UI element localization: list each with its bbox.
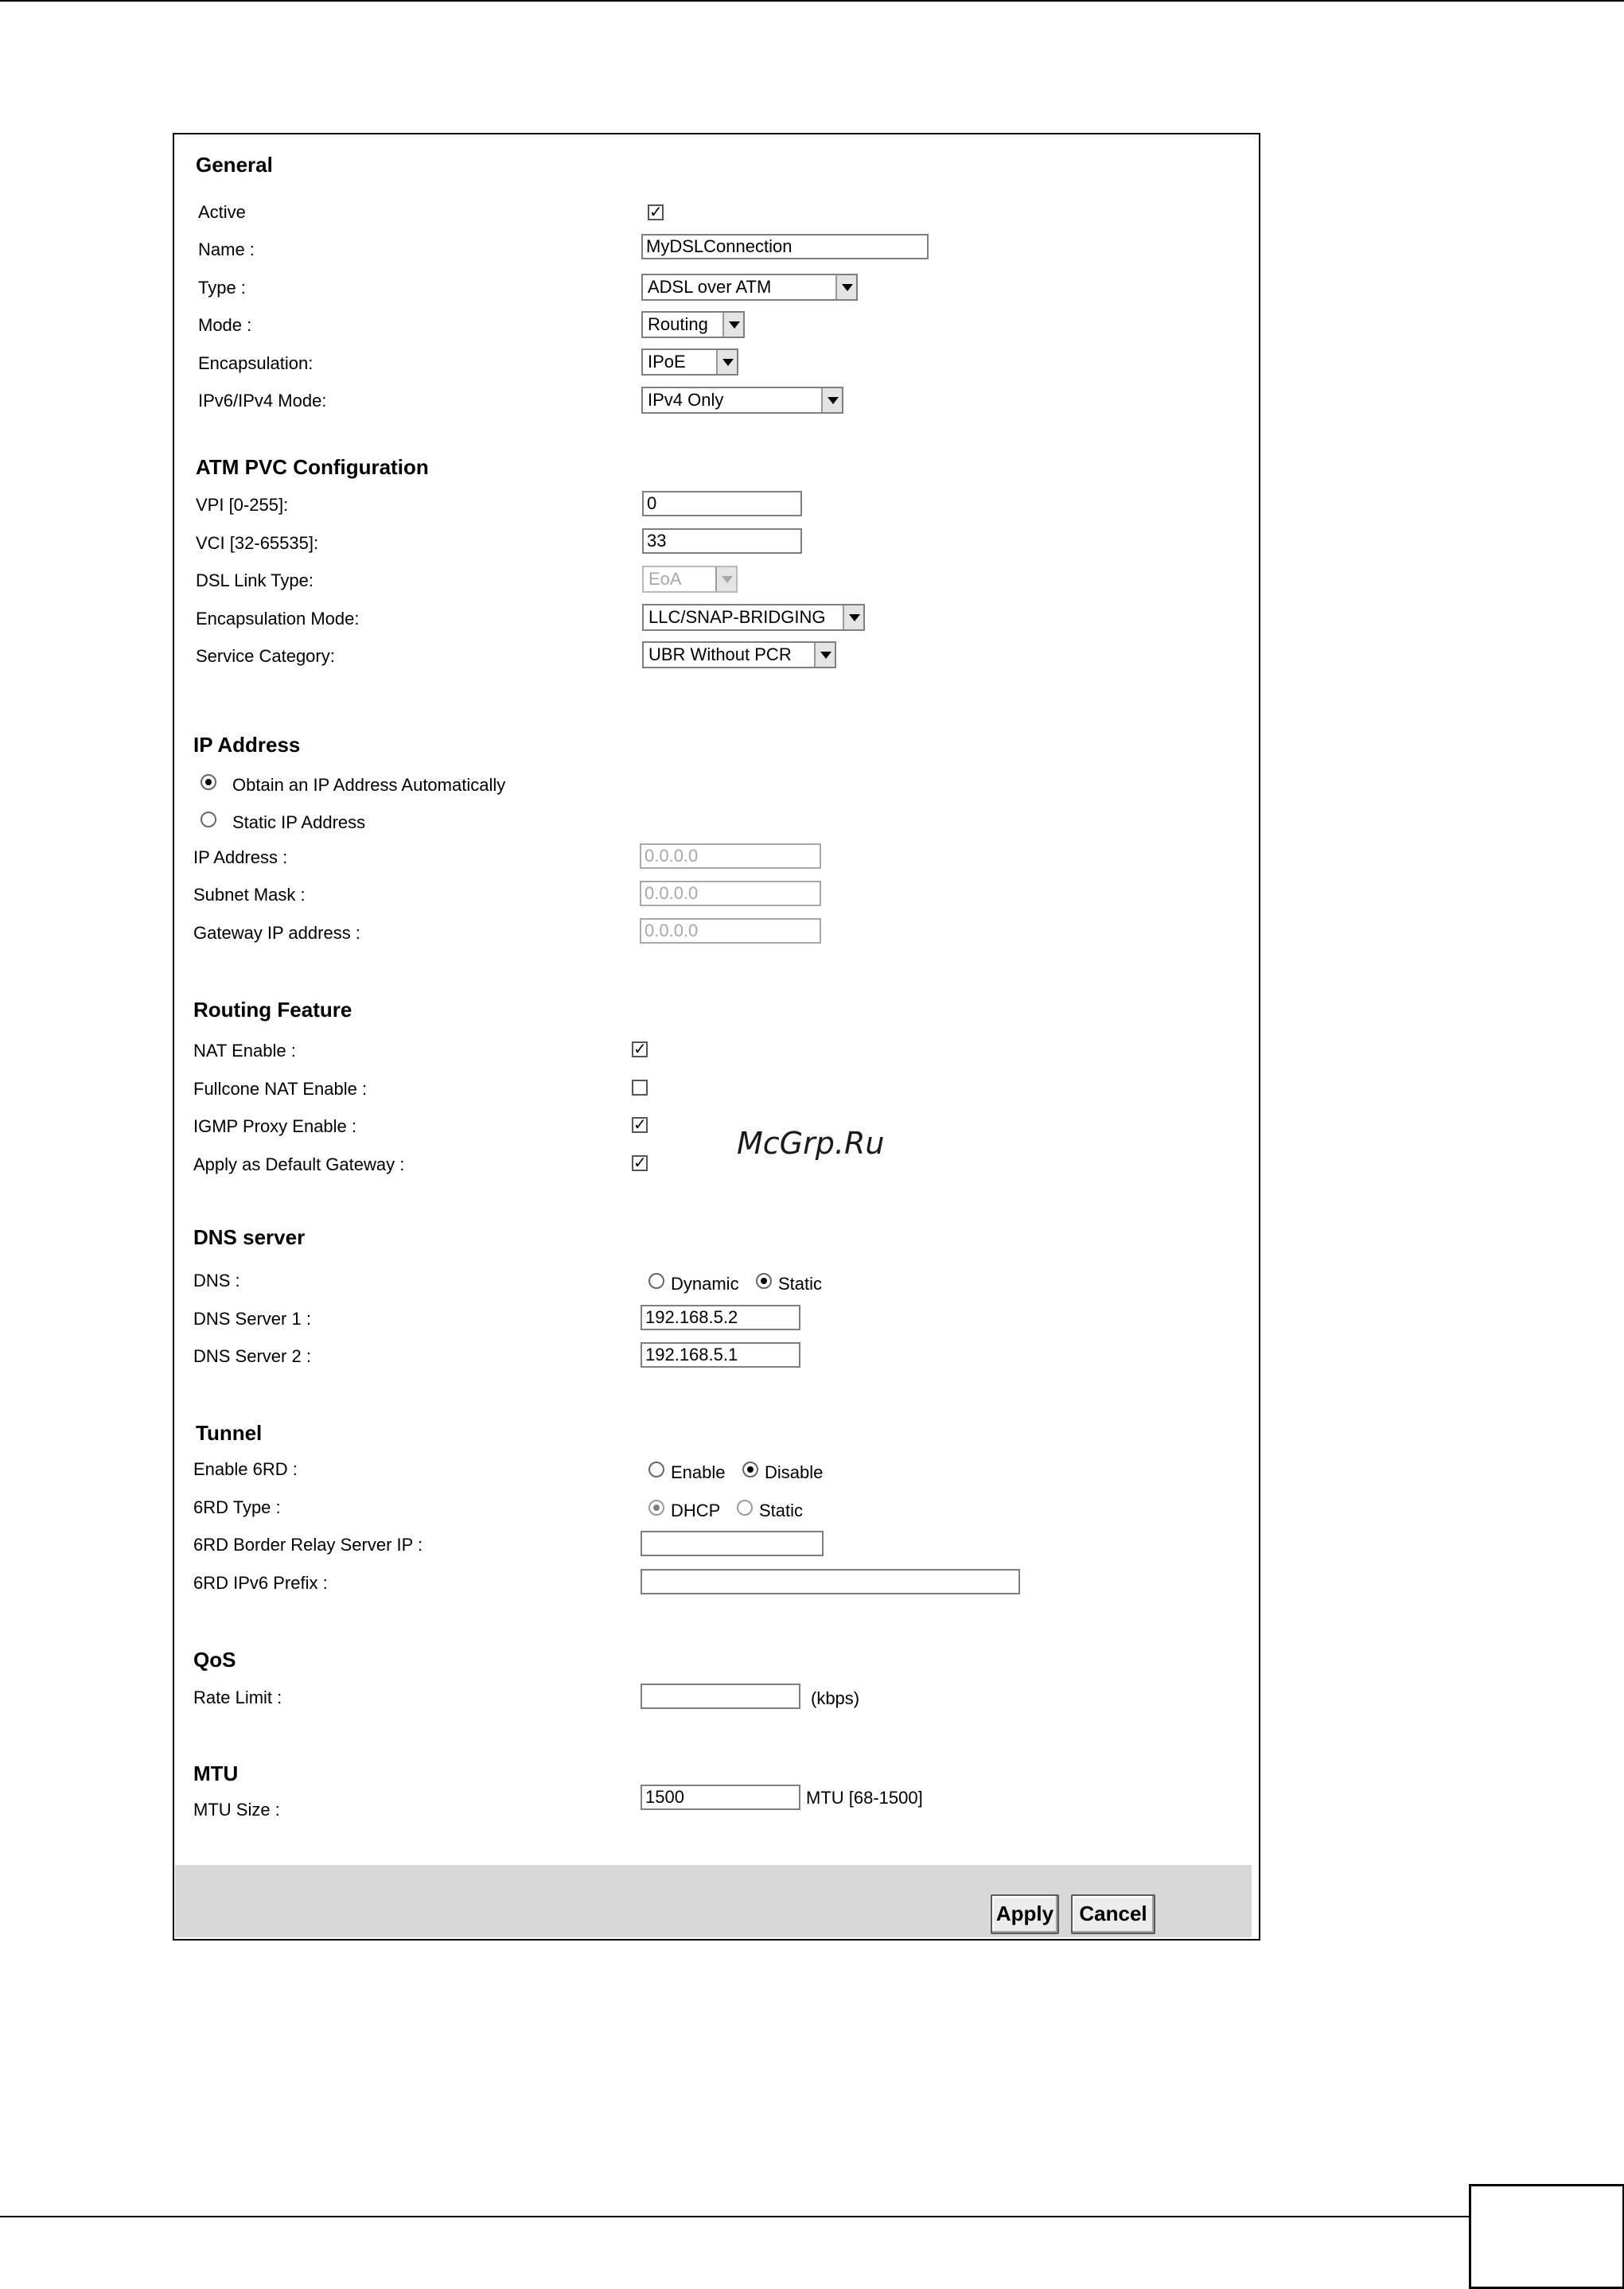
ip-auto-radio[interactable] [201,774,216,790]
type-select-value: ADSL over ATM [648,277,772,297]
chevron-down-icon [715,567,736,591]
dns-static-radio[interactable] [756,1273,772,1289]
6rd-dhcp-label: DHCP [671,1501,721,1520]
ip-static-radio[interactable] [201,812,216,827]
ip-address-input[interactable]: 0.0.0.0 [640,843,821,869]
watermark-text: McGrp.Ru [737,1126,885,1161]
section-routing-title: Routing Feature [193,998,352,1022]
active-label: Active [198,202,246,222]
mode-label: Mode : [198,315,252,335]
encapsulation-select-value: IPoE [648,352,686,372]
fullcone-nat-checkbox[interactable] [632,1080,648,1096]
encapsulation-mode-value: LLC/SNAP-BRIDGING [648,607,826,627]
default-gateway-label: Apply as Default Gateway : [193,1154,405,1174]
dsl-link-type-select[interactable] [642,566,738,593]
dns-mode-label: DNS : [193,1271,240,1290]
rate-limit-unit: (kbps) [811,1688,860,1708]
vci-label: VCI [32-65535]: [196,533,319,553]
mtu-size-hint: MTU [68-1500] [806,1788,923,1808]
page-number-box [1469,2184,1624,2289]
type-label: Type : [198,278,246,298]
gateway-ip-input[interactable]: 0.0.0.0 [640,918,821,944]
apply-button[interactable]: Apply [991,1894,1059,1934]
6rd-static-radio[interactable] [737,1500,753,1516]
dns-server2-input[interactable]: 192.168.5.1 [641,1342,800,1368]
chevron-down-icon [821,388,842,412]
service-category-label: Service Category: [196,646,335,666]
cancel-button[interactable]: Cancel [1071,1894,1155,1934]
default-gateway-checkbox[interactable]: ✓ [633,1154,647,1172]
active-checkbox[interactable]: ✓ [649,204,663,221]
bottom-rule [0,2216,1469,2217]
mtu-size-label: MTU Size : [193,1800,280,1820]
enable-6rd-label: Enable 6RD : [193,1459,298,1479]
encapsulation-mode-select[interactable] [642,604,865,631]
encapsulation-mode-label: Encapsulation Mode: [196,609,360,629]
igmp-proxy-checkbox[interactable]: ✓ [633,1116,647,1134]
dns-static-label: Static [778,1274,823,1294]
section-ip-title: IP Address [193,733,301,757]
dsl-link-type-value: EoA [648,569,682,589]
vci-input[interactable]: 33 [642,528,802,554]
ip-static-label: Static IP Address [232,812,366,832]
gateway-ip-label: Gateway IP address : [193,923,360,943]
6rd-enable-option-label: Enable [671,1462,726,1482]
top-rule [0,0,1624,2]
dns-server1-input[interactable]: 192.168.5.2 [641,1305,800,1330]
service-category-value: UBR Without PCR [648,644,792,664]
6rd-prefix-label: 6RD IPv6 Prefix : [193,1573,328,1593]
section-qos-title: QoS [193,1648,236,1672]
section-general-title: General [196,153,273,177]
chevron-down-icon [843,605,863,629]
subnet-mask-label: Subnet Mask : [193,885,306,905]
chevron-down-icon [835,275,856,299]
mode-select[interactable] [641,311,745,338]
fullcone-nat-label: Fullcone NAT Enable : [193,1079,368,1099]
chevron-down-icon [722,313,743,337]
section-mtu-title: MTU [193,1762,239,1785]
dns-dynamic-label: Dynamic [671,1274,739,1294]
6rd-dhcp-radio[interactable] [648,1500,664,1516]
6rd-relay-label: 6RD Border Relay Server IP : [193,1535,423,1555]
chevron-down-icon [716,350,737,374]
name-label: Name : [198,239,255,259]
nat-enable-label: NAT Enable : [193,1041,296,1061]
rate-limit-label: Rate Limit : [193,1688,282,1707]
vpi-label: VPI [0-255]: [196,495,289,515]
6rd-prefix-input[interactable] [641,1569,1020,1594]
subnet-mask-input[interactable]: 0.0.0.0 [640,881,821,906]
section-tunnel-title: Tunnel [196,1421,263,1445]
type-select[interactable] [641,274,858,301]
ipmode-select[interactable] [641,387,843,414]
encapsulation-label: Encapsulation: [198,353,314,373]
service-category-select[interactable] [642,641,836,668]
6rd-enable-radio[interactable] [648,1462,664,1477]
dns-dynamic-radio[interactable] [648,1273,664,1289]
name-input[interactable]: MyDSLConnection [641,234,929,259]
ipmode-select-value: IPv4 Only [648,390,724,410]
dns-server1-label: DNS Server 1 : [193,1309,311,1329]
6rd-relay-input[interactable] [641,1531,824,1556]
encapsulation-select[interactable] [641,348,738,376]
ipmode-label: IPv6/IPv4 Mode: [198,391,327,411]
nat-enable-checkbox[interactable]: ✓ [633,1041,647,1058]
6rd-disable-radio[interactable] [742,1462,758,1477]
6rd-disable-option-label: Disable [765,1462,824,1482]
igmp-proxy-label: IGMP Proxy Enable : [193,1116,357,1136]
section-atm-title: ATM PVC Configuration [196,455,429,479]
mode-select-value: Routing [648,314,708,334]
vpi-input[interactable]: 0 [642,491,802,516]
rate-limit-input[interactable] [641,1684,800,1709]
dsl-link-type-label: DSL Link Type: [196,570,314,590]
section-dns-title: DNS server [193,1225,306,1249]
mtu-size-input[interactable]: 1500 [641,1785,800,1810]
6rd-type-label: 6RD Type : [193,1497,281,1517]
chevron-down-icon [814,643,835,667]
ip-address-label: IP Address : [193,847,288,867]
ip-auto-label: Obtain an IP Address Automatically [232,775,506,795]
dns-server2-label: DNS Server 2 : [193,1346,311,1366]
6rd-static-label: Static [759,1501,804,1520]
